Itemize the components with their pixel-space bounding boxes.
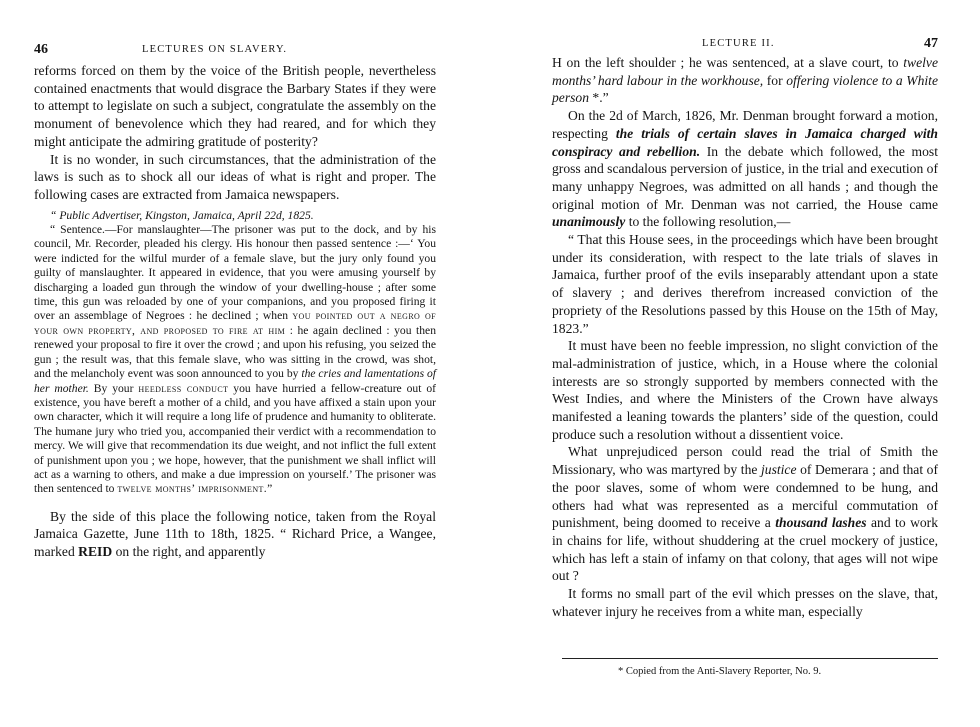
small-caps-run: twelve months’ imprisonment.: [117, 482, 268, 496]
text-run: By the side of this place the following notice, taken from the Royal Jamaica Gazette, June 11th to 18th, 1825. “ Richard Price, a Wangee, marked: [34, 508, 436, 560]
paragraph: reforms forced on them by the voice of the British people, nevertheless contained enactments that would disgrace the Barbary States if they were to attempt to legislate on such a subject, congratulate the assembly on the monument of benevolence which they had reared, and for which they might anticipate the admiring gratitude of posterity?: [34, 63, 436, 149]
left-page-body: [34, 62, 436, 561]
running-title: LECTURE II.: [702, 38, 775, 49]
text-run: H on the left shoulder ; he was sentenced, at a slave court, to: [552, 55, 904, 70]
footnote-rule: [562, 658, 938, 659]
bold-italic-run: unanimously: [552, 214, 626, 230]
paragraph: [34, 508, 436, 561]
paragraph: [552, 443, 938, 585]
quoted-sentence: [34, 223, 436, 497]
bold-italic-run: thousand lashes: [775, 515, 867, 531]
quote-source-text: “ Public Advertiser, Kingston, Jamaica, April 22d, 1825.: [50, 208, 314, 222]
text-run: By your: [88, 381, 139, 395]
paragraph: [552, 54, 938, 107]
running-title: LECTURES ON SLAVERY.: [142, 44, 288, 55]
paragraph: [552, 107, 938, 231]
text-run: : he again declined : you then renewed your proposal to fire it over the crowd ; and upon his refusing, you seized the gun ; the result was, that this female slave, who was sitting in the crowd, was shot, and the melancholy event was soon announced to you by: [34, 323, 437, 381]
text-run: ”: [267, 482, 273, 496]
small-caps-run: you pointed out a negro of your own property, and proposed to fire at him: [34, 309, 436, 337]
italic-run: twelve months’ hard labour in the workhouse,: [552, 55, 938, 88]
italic-run: offering violence to a White person: [552, 72, 938, 106]
paragraph: It forms no small part of the evil which presses on the slave, that, whatever injury he receives from a white man, especially: [552, 586, 938, 619]
small-caps-run: heedless conduct: [138, 381, 229, 395]
text-run: you have hurried a fellow-creature out of existence, you have bereft a mother of a child, and you have affixed a stain upon your own character, which it will require a long life of prudence and humanity to obliterate. The humane jury who tried you, accompanied their verdict with a recommendation to mercy. We will give that recommendation its due weight, and not inflict the full extent of punishment upon you ; we hope, however, that the punishment we shall inflict will act as a warning to others, and make a due impression on yourself.’ The prisoner was then sentenced to: [34, 381, 437, 496]
right-page-body: [552, 54, 938, 621]
left-page-header: [34, 42, 436, 62]
text-run: on the right, and apparently: [112, 544, 266, 560]
bold-run: REID: [78, 544, 113, 560]
text-run: *.”: [589, 90, 609, 106]
text-run: What unprejudiced person could read the trial of Smith the Missionary, who was martyred by the: [552, 444, 938, 478]
page-number: 46: [34, 42, 48, 57]
quote-source: [34, 209, 436, 223]
italic-run: justice: [761, 462, 797, 478]
text-run: and to work in chains for life, without shuddering at the cruel mockery of justice, which has left a stain of infamy on that colony, that ages will not wipe out ?: [552, 515, 939, 584]
paragraph: It is no wonder, in such circumstances, that the administration of the laws is such as to shock all our ideas of what is right and proper. The following cases are extracted from Jamaica newspapers.: [34, 151, 436, 202]
text-run: for: [763, 72, 787, 88]
text-run: of Demerara ; and that of the poor slaves, some of whom were condemned to be hung, and others had what was represented as a merciful commutation of punishment, being doomed to receive a: [552, 462, 938, 531]
text-run: to the following resolution,—: [625, 214, 791, 230]
footnote: * Copied from the Anti-Slavery Reporter, No. 9.: [618, 666, 822, 677]
bold-italic-run: the trials of certain slaves in Jamaica charged with conspiracy and rebellion.: [552, 125, 938, 159]
text-run: In the debate which followed, the most gross and scandalous perversion of justice, in the trial and execution of many unhappy Negroes, was admitted on all hands ; and though the original motion of Mr. Denman was not carried, the House came: [552, 143, 938, 212]
paragraph: It must have been no feeble impression, no slight conviction of the mal-administration of justice, which, in a House where the colonial interests are so strongly supported by members connected with the West Indies, and where the Ministers of the Crown have always manifested a leaning towards the planters’ side of the question, could produce such a resolution without a dissentient voice.: [552, 338, 938, 442]
italic-run: the cries and lamentations of her mother.: [34, 367, 437, 395]
page-number: 47: [924, 36, 938, 51]
text-run: “ Sentence.—For manslaughter—The prisoner was put to the dock, and by his council, Mr. Recorder, pleaded his clergy. His honour then passed sentence :—‘ You were indicted for the wilful murder of a female slave, but the jury only found you guilty of manslaughter. It appeared in evidence, that you were amusing yourself by discharging a loaded gun through the window of your dwelling-house ; after some time, this gun was reloaded by one of your companions, and you proposed firing it over an assemblage of Negroes : he declined ; when: [34, 223, 436, 323]
paragraph: “ That this House sees, in the proceedings which have been brought under its consideration, with respect to the late trials of slaves in Jamaica, further proof of the evils inseparably attendant upon a state of slavery ; and derives therefrom increased conviction of the propriety of the Resolutions passed by this House on the 15th of May, 1823.”: [552, 232, 938, 336]
text-run: On the 2d of March, 1826, Mr. Denman brought forward a motion, respecting: [552, 108, 938, 141]
